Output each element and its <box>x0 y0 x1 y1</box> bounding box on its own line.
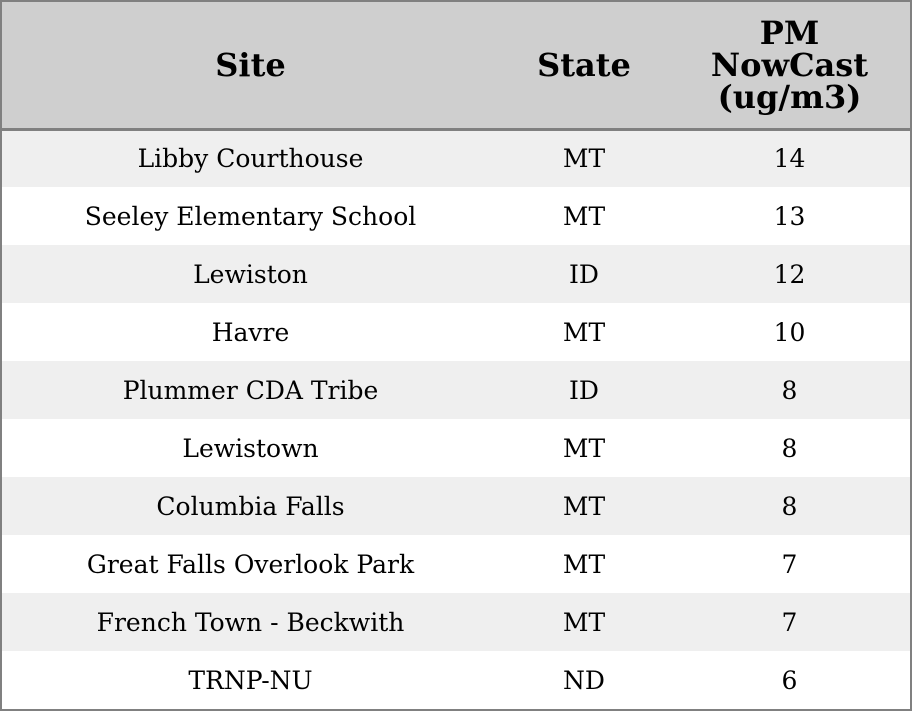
table-row <box>2 187 910 245</box>
cell-pm: 6 <box>781 665 798 695</box>
cell-site: Seeley Elementary School <box>84 201 417 231</box>
cell-state: MT <box>562 317 606 347</box>
table-row <box>2 245 910 303</box>
cell-state: MT <box>562 549 606 579</box>
cell-pm: 7 <box>781 549 798 579</box>
cell-pm: 8 <box>781 491 798 521</box>
cell-state: MT <box>562 491 606 521</box>
table-row <box>2 593 910 651</box>
table-row <box>2 477 910 535</box>
cell-site: Columbia Falls <box>156 491 345 521</box>
cell-state: MT <box>562 201 606 231</box>
cell-site: Plummer CDA Tribe <box>122 375 379 405</box>
table-row <box>2 361 910 419</box>
column-header-pm-line-2: NowCast <box>710 45 869 84</box>
pm-nowcast-table <box>2 2 910 709</box>
table-row <box>2 419 910 477</box>
cell-pm: 8 <box>781 375 798 405</box>
cell-site: Libby Courthouse <box>137 144 364 174</box>
column-header-pm-line-3: (ug/m3) <box>717 77 862 116</box>
column-header-pm-line-1: PM <box>759 13 820 52</box>
cell-state: MT <box>562 433 606 463</box>
cell-site: Havre <box>211 317 290 347</box>
cell-site: TRNP-NU <box>188 665 313 695</box>
cell-site: Great Falls Overlook Park <box>86 549 415 579</box>
cell-pm: 10 <box>773 317 806 347</box>
table-header-row <box>2 2 910 129</box>
cell-pm: 14 <box>773 144 806 174</box>
cell-site: Lewistown <box>182 433 319 463</box>
cell-state: MT <box>562 607 606 637</box>
cell-pm: 8 <box>781 433 798 463</box>
column-header-site: Site <box>2 2 499 129</box>
cell-state: ND <box>563 665 605 695</box>
cell-pm: 12 <box>773 259 806 289</box>
cell-site: Lewiston <box>193 259 308 289</box>
cell-pm: 13 <box>773 201 806 231</box>
table-row <box>2 535 910 593</box>
table-row <box>2 129 910 187</box>
table-row <box>2 303 910 361</box>
table-row <box>2 651 910 709</box>
column-header-pm-nowcast <box>669 2 910 129</box>
column-header-state: State <box>499 2 669 129</box>
cell-site: French Town - Beckwith <box>96 607 405 637</box>
cell-pm: 7 <box>781 607 798 637</box>
cell-state: MT <box>562 144 606 174</box>
cell-state: ID <box>569 259 599 289</box>
cell-state: ID <box>569 375 599 405</box>
